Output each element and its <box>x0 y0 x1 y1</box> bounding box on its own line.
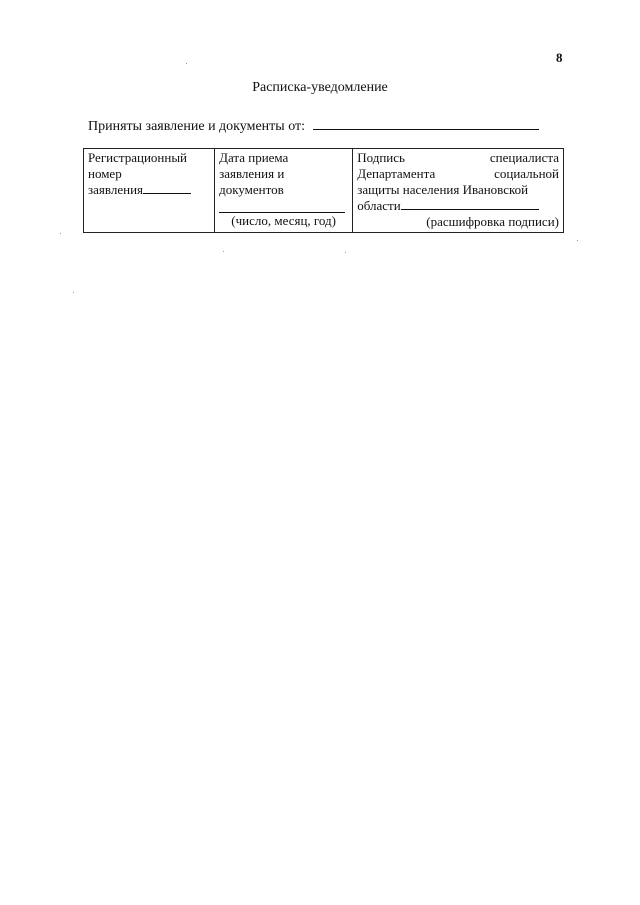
signature-label-line4-wrap <box>357 198 559 214</box>
signature-label-line2-right: социальной <box>494 166 559 181</box>
signature-blank <box>401 198 539 210</box>
document-title: Расписка-уведомление <box>252 80 388 95</box>
scan-speck <box>73 292 74 293</box>
registration-number-label-line2: номер <box>88 166 122 181</box>
received-from-label: Приняты заявление и документы от: <box>88 119 306 134</box>
receipt-date-caption: (число, месяц, год) <box>231 213 336 228</box>
receipt-date-cell <box>215 149 353 233</box>
scan-speck <box>345 252 346 253</box>
signature-caption: (расшифровка подписи) <box>426 214 559 229</box>
receipt-date-blank <box>219 198 345 213</box>
scan-speck <box>577 240 578 241</box>
receipt-table <box>83 148 564 233</box>
receipt-date-label-line3: документов <box>219 182 284 197</box>
signature-label-line3: защиты населения Ивановской <box>357 182 529 197</box>
received-from-blank <box>313 117 539 130</box>
registration-number-blank <box>143 182 191 194</box>
signature-label-line1-left: Подпись <box>357 150 405 165</box>
page-number: 8 <box>556 50 563 65</box>
received-from-line <box>88 117 539 135</box>
registration-number-label-line3-wrap <box>88 182 210 198</box>
table-row <box>84 149 564 233</box>
signature-label-line1-right: специалиста <box>489 150 559 165</box>
scan-speck <box>223 251 224 252</box>
signature-label-line1 <box>357 150 559 166</box>
registration-number-cell <box>84 149 215 233</box>
registration-number-label-line1: Регистрационный <box>88 150 188 165</box>
scan-speck <box>186 63 187 64</box>
receipt-date-label-line2: заявления и <box>219 166 285 181</box>
specialist-signature-cell <box>353 149 564 233</box>
scan-speck <box>60 233 61 234</box>
signature-label-line4: области <box>357 198 401 213</box>
receipt-date-label-line1: Дата приема <box>219 150 289 165</box>
signature-label-line2 <box>357 166 559 182</box>
signature-label-line2-left: Департамента <box>357 166 436 181</box>
registration-number-label-line3: заявления <box>88 182 144 197</box>
